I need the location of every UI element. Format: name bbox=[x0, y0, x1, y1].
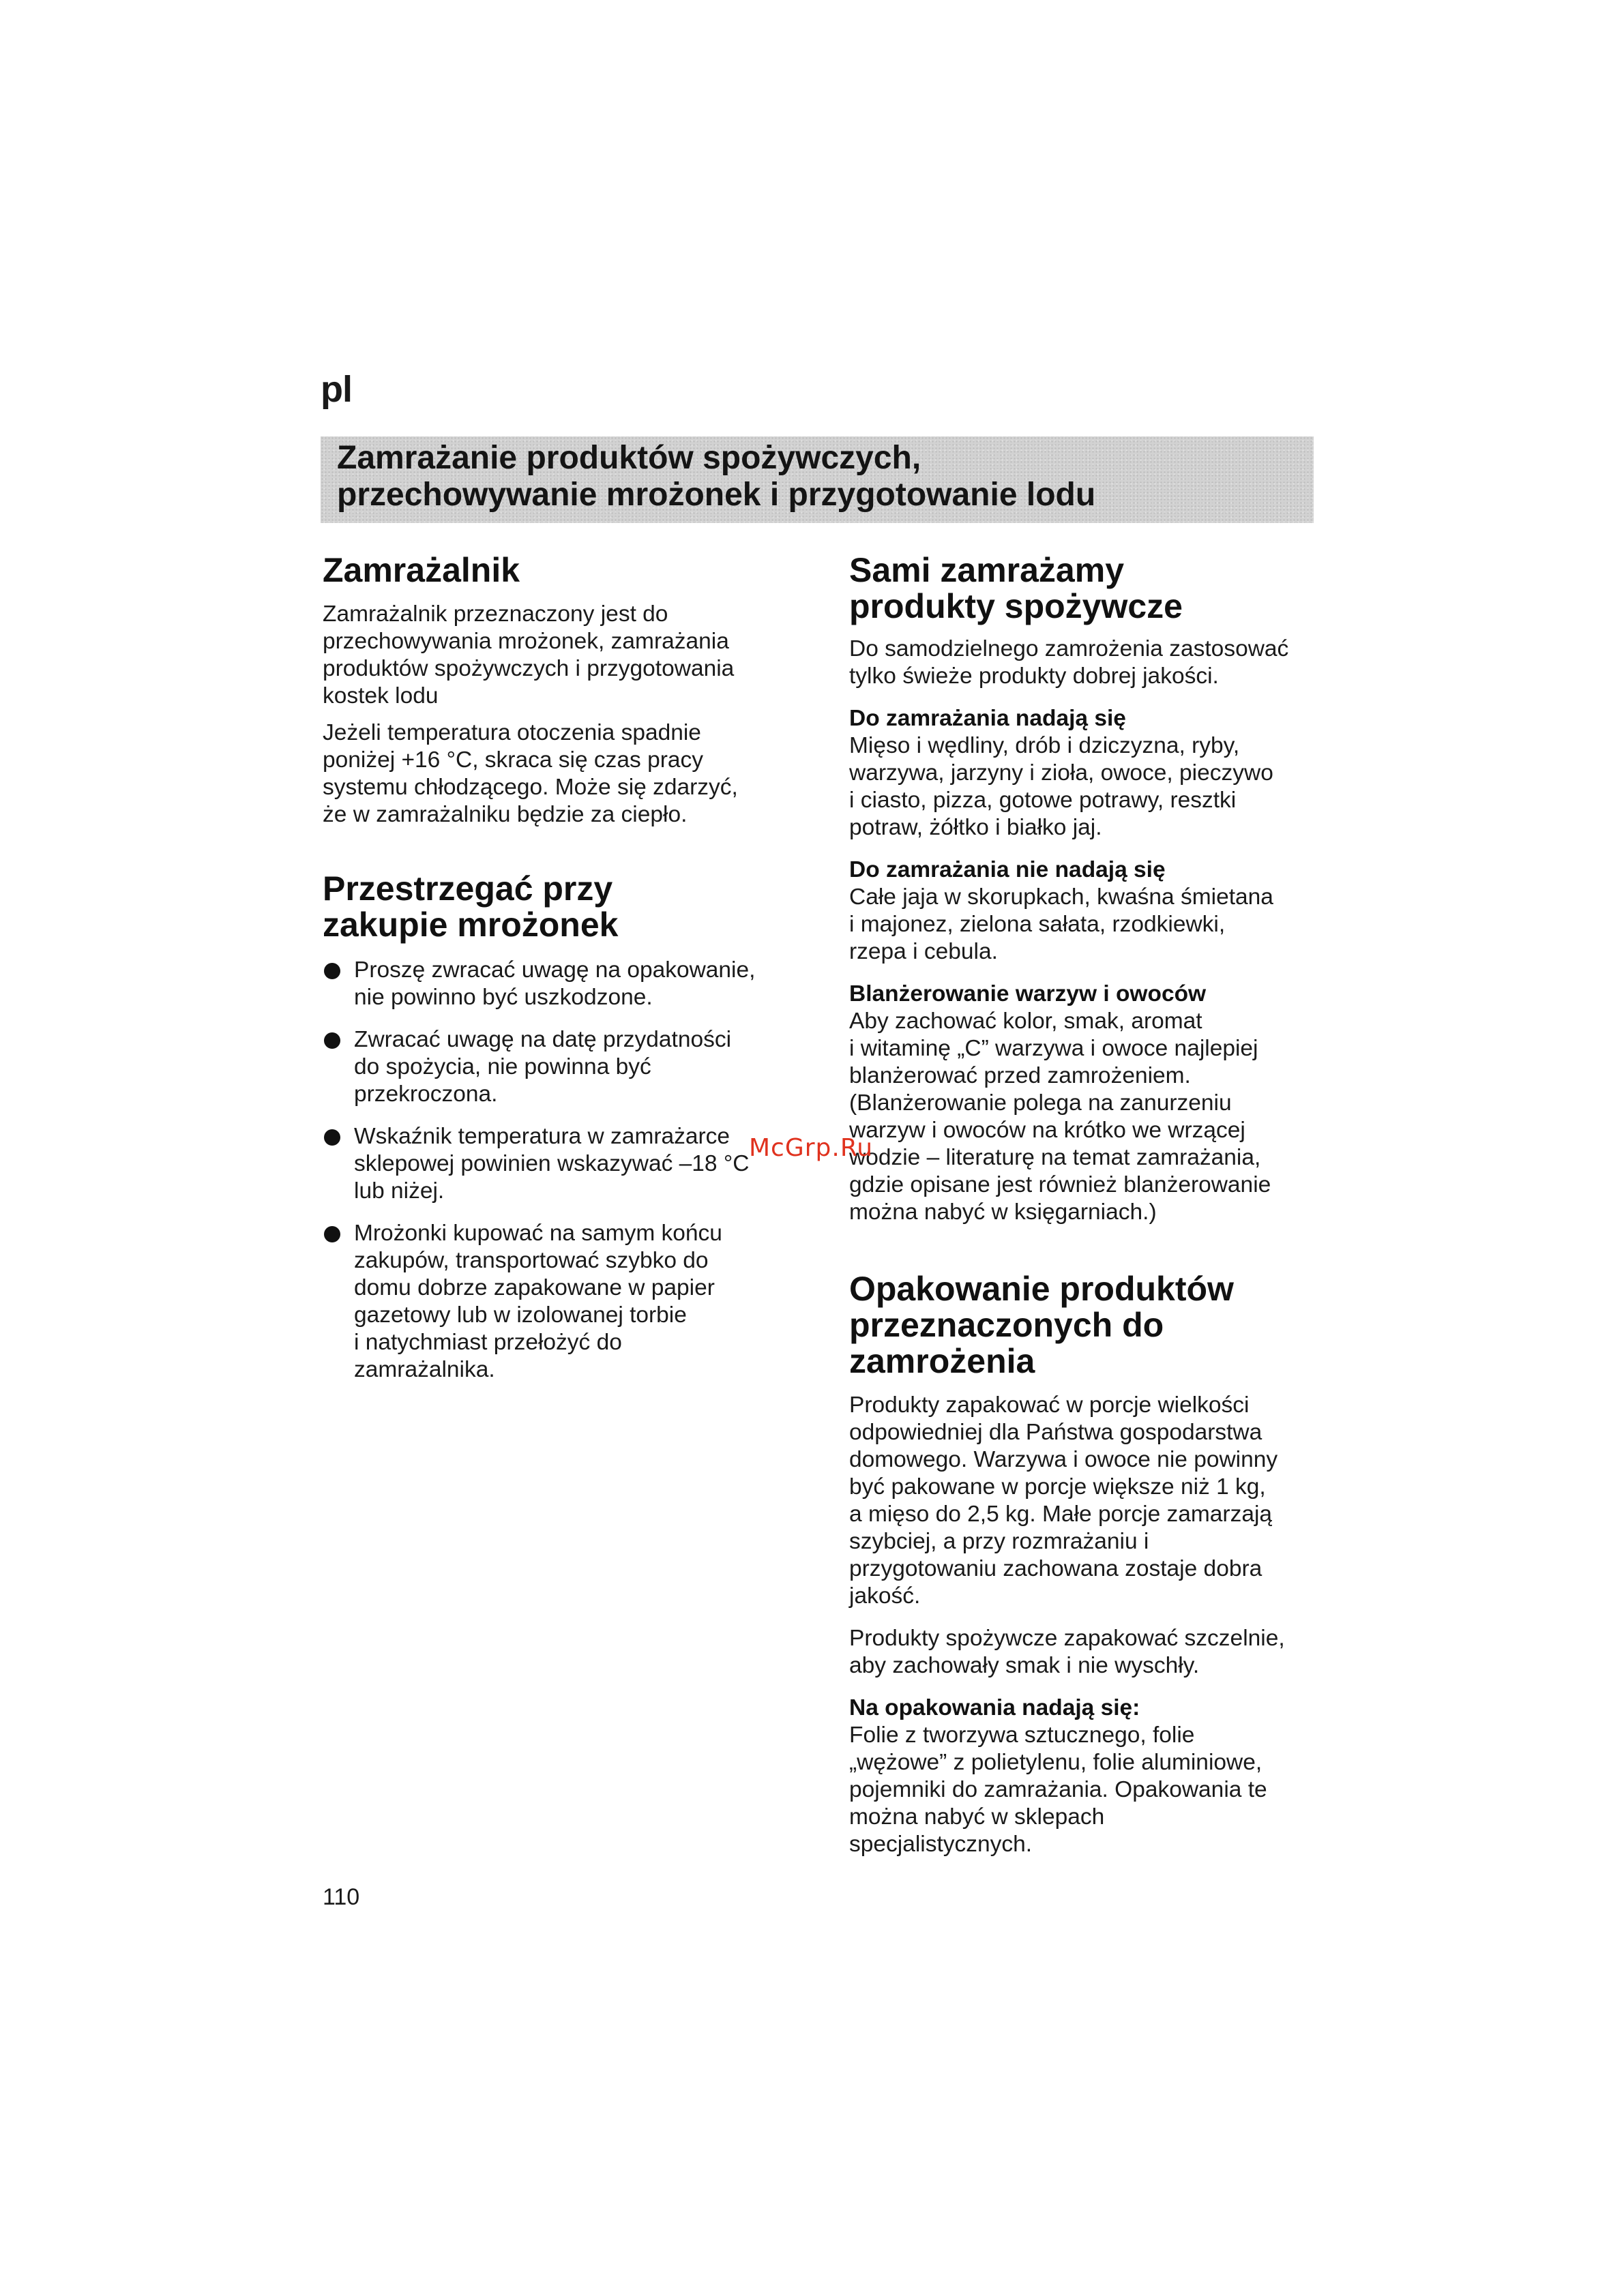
suitable-text bbox=[849, 732, 1327, 841]
bullet-item bbox=[323, 1220, 793, 1384]
text-line: domu dobrze zapakowane w papier bbox=[354, 1275, 715, 1300]
freezer-section bbox=[323, 552, 793, 829]
text-line: Całe jaja w skorupkach, kwaśna śmietana bbox=[849, 884, 1273, 910]
text-line: pojemniki do zamrażania. Opakowania te bbox=[849, 1777, 1267, 1802]
bullet-dot-icon bbox=[324, 1129, 340, 1146]
text-line: kostek lodu bbox=[323, 683, 439, 709]
text-line: poniżej +16 °C, skraca się czas pracy bbox=[323, 747, 704, 773]
suitable-block bbox=[849, 705, 1327, 841]
text-line: tylko świeże produkty dobrej jakości. bbox=[849, 664, 1219, 689]
materials-title: Na opakowania nadają się: bbox=[849, 1695, 1140, 1720]
packaging-paragraph bbox=[849, 1625, 1327, 1680]
bullet-dot-icon bbox=[324, 1226, 340, 1242]
text-line: Mrożonki kupować na samym końcu bbox=[354, 1221, 722, 1246]
purchase-section bbox=[323, 871, 793, 1384]
text-line: do spożycia, nie powinna być bbox=[354, 1054, 651, 1079]
purchase-heading bbox=[323, 871, 793, 943]
bullet-item bbox=[323, 957, 793, 1011]
page-number: 110 bbox=[323, 1884, 360, 1910]
text-line: Jeżeli temperatura otoczenia spadnie bbox=[323, 720, 701, 745]
heading-line: zamrożenia bbox=[849, 1342, 1035, 1380]
text-line: przekroczona. bbox=[354, 1082, 498, 1107]
heading-line: przeznaczonych do bbox=[849, 1306, 1164, 1344]
text-line: domowego. Warzywa i owoce nie powinny bbox=[849, 1447, 1278, 1472]
text-line: rzepa i cebula. bbox=[849, 939, 998, 964]
text-line: produktów spożywczych i przygotowania bbox=[323, 656, 735, 681]
language-tag: pl bbox=[321, 369, 352, 410]
left-column bbox=[323, 552, 793, 1384]
text-line: Aby zachować kolor, smak, aromat bbox=[849, 1009, 1202, 1034]
text-line: że w zamrażalniku będzie za ciepło. bbox=[323, 802, 688, 827]
watermark: McGrp.Ru bbox=[749, 1134, 874, 1162]
text-line: „wężowe” z polietylenu, folie aluminiowe, bbox=[849, 1750, 1263, 1775]
text-line: szybciej, a przy rozmrażaniu i bbox=[849, 1529, 1149, 1554]
text-line: Mięso i wędliny, drób i dziczyzna, ryby, bbox=[849, 733, 1240, 758]
text-line: i majonez, zielona sałata, rzodkiewki, bbox=[849, 912, 1226, 937]
text-line: zakupów, transportować szybko do bbox=[354, 1248, 709, 1273]
text-line: można nabyć w sklepach bbox=[849, 1804, 1105, 1830]
text-line: warzyw i owoców na krótko we wrzącej bbox=[849, 1118, 1245, 1143]
blanching-title: Blanżerowanie warzyw i owoców bbox=[849, 981, 1207, 1007]
text-line: Folie z tworzywa sztucznego, folie bbox=[849, 1723, 1195, 1748]
text-line: jakość. bbox=[849, 1583, 921, 1609]
text-line: Proszę zwracać uwagę na opakowanie, bbox=[354, 957, 756, 983]
section-banner bbox=[321, 436, 1314, 523]
text-line: można nabyć w księgarniach.) bbox=[849, 1199, 1157, 1225]
bullet-dot-icon bbox=[324, 963, 340, 979]
text-line: a mięso do 2,5 kg. Małe porcje zamarzają bbox=[849, 1502, 1273, 1527]
text-line: przygotowaniu zachowana zostaje dobra bbox=[849, 1556, 1263, 1581]
bullet-item bbox=[323, 1026, 793, 1108]
heading-line: Przestrzegać przy bbox=[323, 869, 613, 908]
freezer-paragraph bbox=[323, 601, 793, 710]
text-line: być pakowane w porcje większe niż 1 kg, bbox=[849, 1474, 1266, 1500]
text-line: aby zachowały smak i nie wyschły. bbox=[849, 1653, 1200, 1678]
text-line: gdzie opisane jest również blanżerowanie bbox=[849, 1172, 1271, 1197]
heading-line: Zamrażalnik bbox=[323, 551, 520, 589]
purchase-bullet-list bbox=[323, 957, 793, 1384]
text-line: Wskaźnik temperatura w zamrażarce bbox=[354, 1124, 730, 1149]
text-line: wodzie – literaturę na temat zamrażania, bbox=[849, 1145, 1261, 1170]
text-line: Zamrażalnik przeznaczony jest do bbox=[323, 601, 668, 627]
text-line: sklepowej powinien wskazywać –18 °C bbox=[354, 1151, 750, 1176]
bullet-item bbox=[323, 1123, 793, 1205]
self-freezing-heading bbox=[849, 552, 1327, 625]
text-line: i natychmiast przełożyć do bbox=[354, 1330, 622, 1355]
text-line: lub niżej. bbox=[354, 1178, 445, 1204]
heading-line: produkty spożywcze bbox=[849, 587, 1183, 625]
packaging-section bbox=[849, 1271, 1327, 1858]
unsuitable-title: Do zamrażania nie nadają się bbox=[849, 857, 1166, 882]
bullet-dot-icon bbox=[324, 1032, 340, 1049]
text-line: odpowiedniej dla Państwa gospodarstwa bbox=[849, 1420, 1263, 1445]
freezer-heading bbox=[323, 552, 793, 588]
text-line: blanżerować przed zamrożeniem. bbox=[849, 1063, 1191, 1088]
text-line: warzywa, jarzyny i zioła, owoce, pieczywo bbox=[849, 760, 1273, 786]
text-line: specjalistycznych. bbox=[849, 1832, 1033, 1857]
banner-title-line: przechowywanie mrożonek i przygotowanie lodu bbox=[337, 477, 1096, 513]
text-line: nie powinno być uszkodzone. bbox=[354, 985, 653, 1010]
self-freezing-section bbox=[849, 552, 1327, 1226]
text-line: Zwracać uwagę na datę przydatności bbox=[354, 1027, 732, 1052]
text-line: Produkty spożywcze zapakować szczelnie, bbox=[849, 1626, 1285, 1651]
text-line: przechowywania mrożonek, zamrażania bbox=[323, 629, 729, 654]
text-line: potraw, żółtko i białko jaj. bbox=[849, 815, 1102, 840]
blanching-text bbox=[849, 1008, 1327, 1226]
text-line: Do samodzielnego zamrożenia zastosować bbox=[849, 636, 1289, 661]
text-line: Produkty zapakować w porcje wielkości bbox=[849, 1392, 1250, 1418]
suitable-title: Do zamrażania nadają się bbox=[849, 706, 1126, 731]
packaging-paragraph bbox=[849, 1392, 1327, 1610]
banner-title-line: Zamrażanie produktów spożywczych, bbox=[337, 440, 921, 476]
heading-line: Opakowanie produktów bbox=[849, 1270, 1234, 1308]
text-line: systemu chłodzącego. Może się zdarzyć, bbox=[323, 775, 738, 800]
text-line: zamrażalnika. bbox=[354, 1357, 495, 1382]
text-line: i ciasto, pizza, gotowe potrawy, resztki bbox=[849, 788, 1237, 813]
blanching-block bbox=[849, 981, 1327, 1226]
materials-block bbox=[849, 1695, 1327, 1858]
packaging-heading bbox=[849, 1271, 1327, 1380]
freezer-paragraph bbox=[323, 719, 793, 829]
self-freezing-intro bbox=[849, 636, 1327, 690]
unsuitable-text bbox=[849, 884, 1327, 966]
heading-line: Sami zamrażamy bbox=[849, 551, 1125, 589]
text-line: (Blanżerowanie polega na zanurzeniu bbox=[849, 1090, 1232, 1116]
heading-line: zakupie mrożonek bbox=[323, 906, 619, 944]
right-column bbox=[849, 552, 1327, 1858]
materials-text bbox=[849, 1722, 1327, 1858]
unsuitable-block bbox=[849, 856, 1327, 966]
text-line: gazetowy lub w izolowanej torbie bbox=[354, 1302, 687, 1328]
text-line: i witaminę „C” warzywa i owoce najlepiej bbox=[849, 1036, 1258, 1061]
